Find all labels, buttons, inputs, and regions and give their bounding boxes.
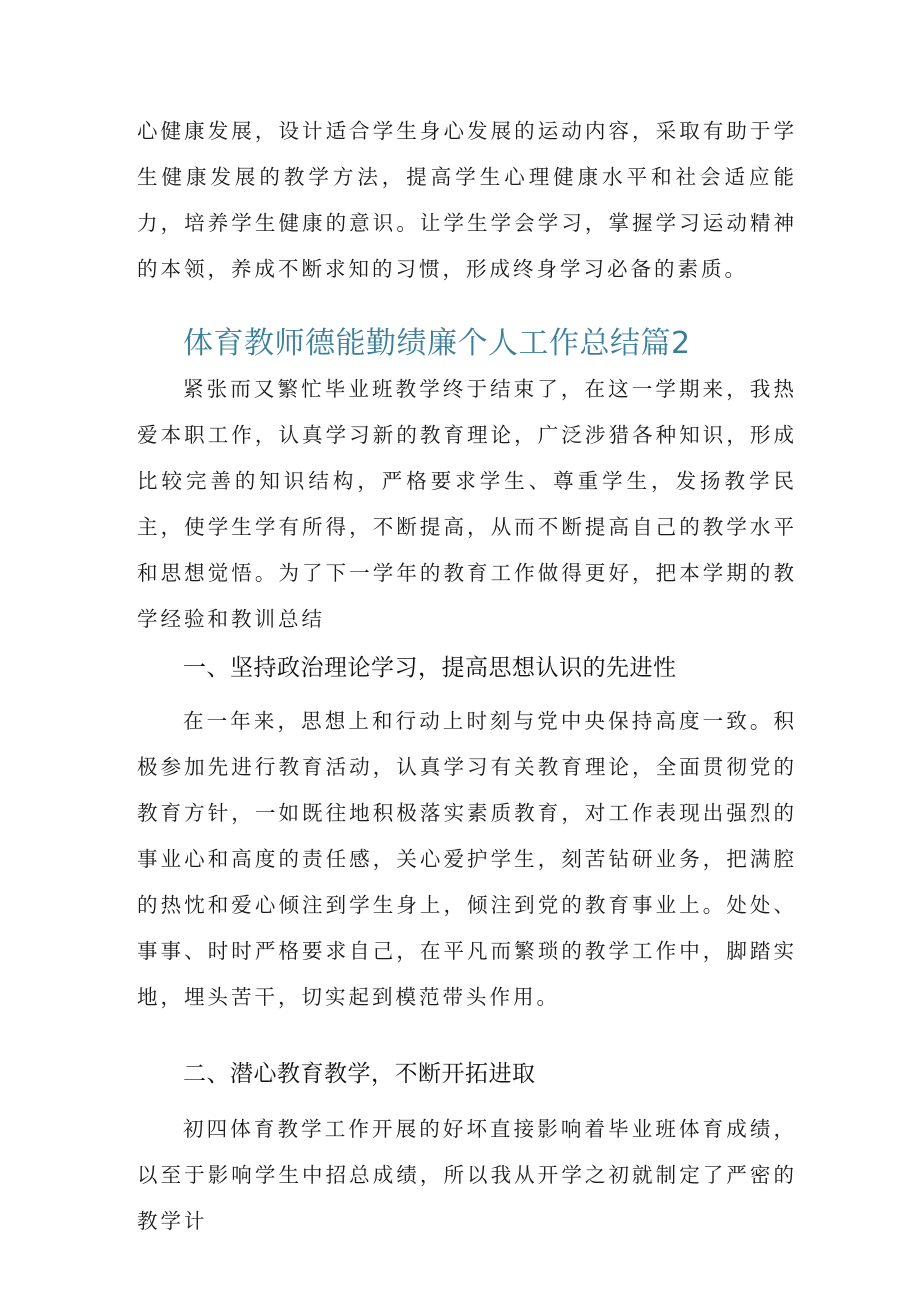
paragraph-two: 初四体育教学工作开展的好坏直接影响着毕业班体育成绩，以至于影响学生中招总成绩，所以我从开学之初就制定了严密的教学计 bbox=[137, 1117, 797, 1233]
paragraph-continued: 心健康发展，设计适合学生身心发展的运动内容，采取有助于学生健康发展的教学方法，提高学生心理健康水平和社会适应能力，培养学生健康的意识。让学生学会学习，掌握学习运动精神的本领，养成不断求知的习惯，形成终身学习必备的素质。 bbox=[137, 119, 797, 281]
heading-two: 二、潜心教育教学，不断开拓进取 bbox=[183, 1061, 536, 1087]
section-title: 体育教师德能勤绩廉个人工作总结篇2 bbox=[183, 326, 691, 361]
heading-one: 一、坚持政治理论学习，提高思想认识的先进性 bbox=[183, 655, 677, 681]
paragraph-intro: 紧张而又繁忙毕业班教学终于结束了，在这一学期来，我热爱本职工作，认真学习新的教育理论，广泛涉猎各种知识，形成比较完善的知识结构，严格要求学生、尊重学生，发扬教学民主，使学生学有所得，不断提高，从而不断提高自己的教学水平和思想觉悟。为了下一学年的教育工作做得更好，把本学期的教学经验和教训总结 bbox=[137, 377, 797, 631]
paragraph-one: 在一年来，思想上和行动上时刻与党中央保持高度一致。积极参加先进行教育活动，认真学习有关教育理论，全面贯彻党的教育方针，一如既往地积极落实素质教育，对工作表现出强烈的事业心和高度的责任感，关心爱护学生，刻苦钻研业务，把满腔的热忱和爱心倾注到学生身上，倾注到党的教育事业上。处处、事事、时时严格要求自己，在平凡而繁琐的教学工作中，脚踏实地，埋头苦干，切实起到模范带头作用。 bbox=[137, 709, 797, 1009]
